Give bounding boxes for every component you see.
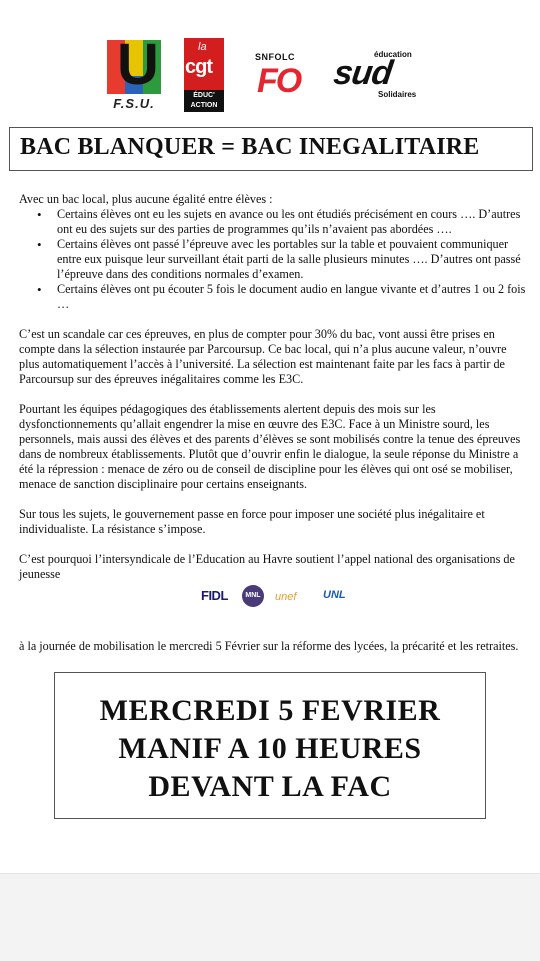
fsu-logo-label: F.S.U. [113, 96, 155, 111]
bullet-item: • Certains élèves ont passé l’épreuve avec les portables sur la table et pouvaient communiquer entre eux puisque leur surveillant était parti de la salle plusieurs minutes …. D’autres ont passé l’épreuve dans des conditions normales d’examen. [19, 237, 529, 282]
event-place: DEVANT LA FAC [148, 770, 392, 803]
unl-logo: UNL [323, 589, 346, 601]
paragraph: C’est pourquoi l’intersyndicale de l’Education au Havre soutient l’appel national des organisations de jeunesse [19, 552, 515, 581]
paragraph: Pourtant les équipes pédagogiques des établissements alertent depuis des mois sur les dysfonctionnements qu’allait engendrer la mise en œuvre des E3C. Face à un Ministre sourd, les personnels, mais aussi des élèves et des parents d’élèves se sont mobilisés contre la tenue des épreuves dans de nombreux établissements. Plutôt que d’ouvrir enfin le dialogue, la seule réponse du Ministre a été la répression : menace de zéro ou de conseil de discipline pour les élèves qui ont osé se mobiliser, menace de sanction disciplinaire pour certains enseignants. [19, 402, 521, 491]
cgt-logo-name: cgt [185, 56, 212, 78]
fsu-logo [104, 40, 164, 114]
union-logos [0, 38, 540, 118]
unef-logo: unef [275, 591, 297, 603]
page-title: BAC BLANQUER = BAC INEGALITAIRE [20, 134, 480, 160]
sud-logo [331, 50, 417, 104]
title-box [9, 127, 533, 171]
fidl-logo: FIDL [201, 588, 228, 603]
mnl-logo: MNL [242, 585, 264, 607]
event-callout [54, 672, 486, 819]
youth-org-logos [19, 582, 529, 616]
cgt-logo-la: la [198, 41, 207, 53]
bullet-item: • Certains élèves ont pu écouter 5 fois le document audio en langue vivante et d’autres 1 ou 2 fois … [19, 282, 529, 312]
article-body [19, 192, 529, 654]
paragraph: C’est un scandale car ces épreuves, en plus de compter pour 30% du bac, vont aussi être prises en compte dans la sélection instaurée par Parcoursup. Ce bac local, qui n’a plus aucune valeur, n’ouvre plus automatiquement l’accès à l’université. La sélection est maintenant faite par les facs à partir de Parcoursup sur des épreuves inégalitaires comme les E3C. [19, 327, 507, 386]
closing-text: à la journée de mobilisation le mercredi 5 Février sur la réforme des lycées, la précarité et les retraites. [19, 639, 519, 653]
bullet-list [19, 207, 529, 312]
sud-logo-name: sud [331, 54, 395, 92]
event-time: MANIF A 10 HEURES [118, 732, 422, 765]
bullet-item: • Certains élèves ont eu les sujets en avance ou les ont étudiés précisément en cours …. D’autres ont eu des sujets sur des parties de programmes qu’ils n’avaient pas abordées …. [19, 207, 529, 237]
intro-text: Avec un bac local, plus aucune égalité entre élèves : [19, 192, 273, 206]
sud-logo-bottom: Solidaires [378, 90, 417, 99]
paragraph: Sur tous les sujets, le gouvernement passe en force pour imposer une société plus inégalitaire et individualiste. La résistance s’impose. [19, 507, 485, 536]
background-strip [0, 873, 540, 961]
cgt-logo-sub: ÉDUC' ACTION [184, 90, 224, 112]
event-date: MERCREDI 5 FEVRIER [99, 694, 441, 727]
fo-logo [253, 52, 305, 110]
fsu-logo-mark: U [107, 40, 161, 94]
fo-logo-name: FO [257, 62, 301, 100]
sud-logo-top: éducation [374, 50, 412, 59]
cgt-logo [184, 38, 224, 114]
fo-logo-top: SNFOLC [255, 52, 295, 62]
